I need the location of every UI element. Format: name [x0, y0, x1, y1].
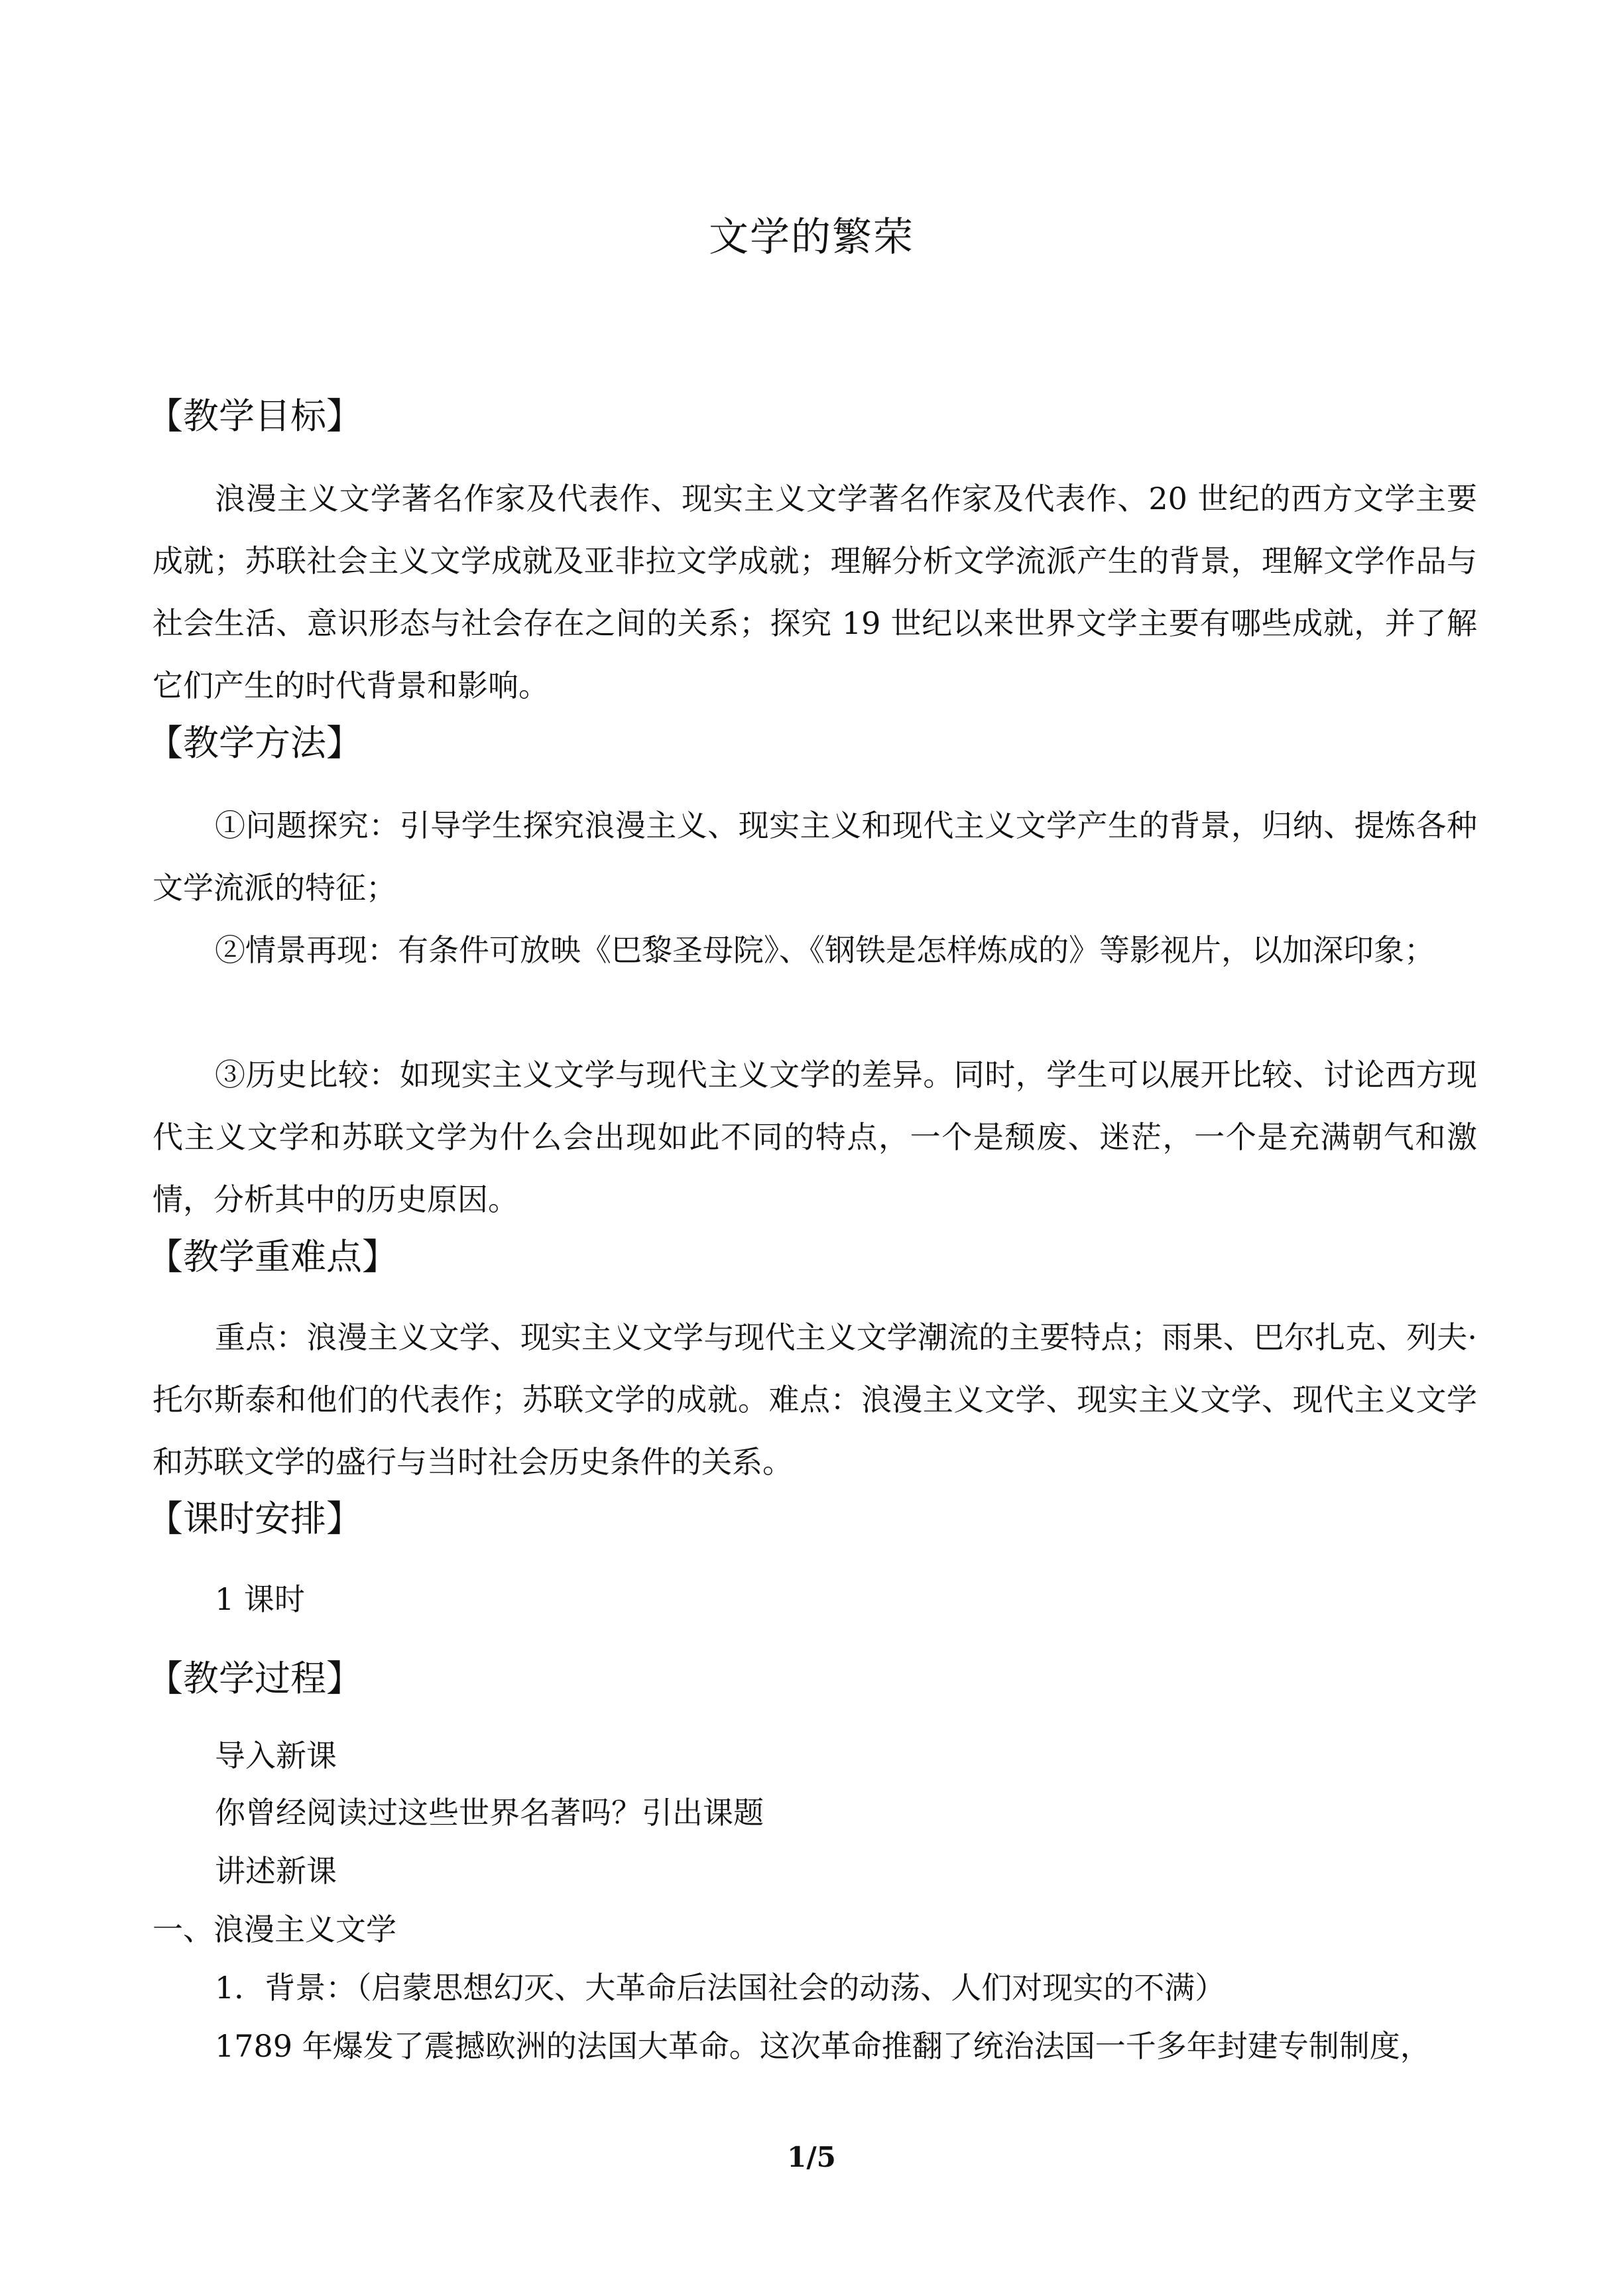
schedule-text: 1 课时 [215, 1581, 305, 1617]
heading-teaching-goals: 【教学目标】 [147, 395, 362, 437]
process-lecture: 讲述新课 [215, 1853, 337, 1889]
process-question: 你曾经阅读过这些世界名著吗？引出课题 [215, 1795, 764, 1831]
method-item-2: ②情景再现：有条件可放映《巴黎圣母院》、《钢铁是怎样炼成的》等影视片，以加深印象； [215, 932, 1435, 968]
method-item-3: ③历史比较：如现实主义文学与现代主义文学的差异。同时，学生可以展开比较、讨论西方现代主义文学和苏联文学为什么会出现如此不同的特点，一个是颓废、迷茫，一个是充满朝气和激情，分析其中的历史原因。 [152, 1057, 1477, 1217]
heading-key-points: 【教学重难点】 [147, 1236, 398, 1278]
key-points-paragraph: 重点：浪漫主义文学、现实主义文学与现代主义文学潮流的主要特点；雨果、巴尔扎克、列夫·托尔斯泰和他们的代表作；苏联文学的成就。难点：浪漫主义文学、现实主义文学、现代主义文学和苏联文学的盛行与当时社会历史条件的关系。 [152, 1319, 1477, 1480]
method-item-1: ①问题探究：引导学生探究浪漫主义、现实主义和现代主义文学产生的背景，归纳、提炼各种文学流派的特征； [152, 808, 1477, 906]
romanticism-background: 1．背景：（启蒙思想幻灭、大革命后法国社会的动荡、人们对现实的不满） [215, 1970, 1226, 2006]
section-romanticism-heading: 一、浪漫主义文学 [152, 1911, 396, 1947]
romanticism-text: 1789 年爆发了震撼欧洲的法国大革命。这次革命推翻了统治法国一千多年封建专制制度， [215, 2028, 1431, 2064]
heading-teaching-process: 【教学过程】 [147, 1658, 362, 1699]
page-title: 文学的繁荣 [709, 214, 914, 261]
page-number: 1/5 [787, 2141, 836, 2173]
heading-teaching-methods: 【教学方法】 [147, 722, 362, 764]
heading-schedule: 【课时安排】 [147, 1498, 362, 1540]
goals-paragraph: 浪漫主义文学著名作家及代表作、现实主义文学著名作家及代表作、20 世纪的西方文学主要成就；苏联社会主义文学成就及亚非拉文学成就；理解分析文学流派产生的背景，理解文学作品与社会生活、意识形态与社会存在之间的关系；探究 19 世纪以来世界文学主要有哪些成就，并了解它们产生的时代背景和影响。 [152, 481, 1477, 703]
process-intro: 导入新课 [215, 1738, 337, 1774]
